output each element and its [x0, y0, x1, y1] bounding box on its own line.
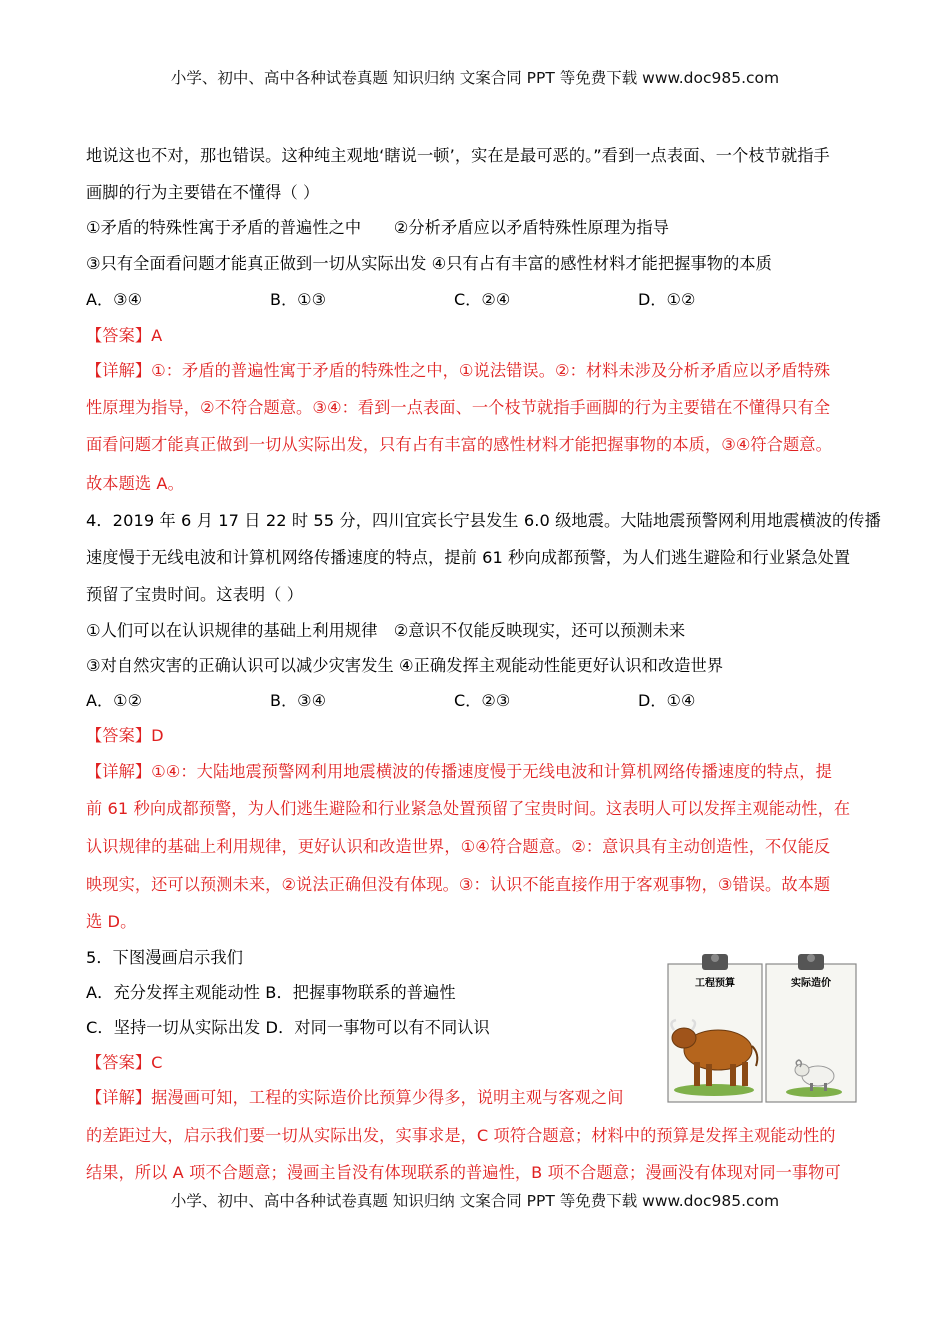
actual-label: 实际造价: [791, 978, 831, 989]
comic-illustration: [662, 950, 860, 1104]
q4-detail-line-4: 映现实，还可以预测未来，②说法正确但没有体现。③：认识不能直接作用于客观事物，③错误。故本题: [86, 875, 831, 894]
q5-detail-line-2: 的差距过大，启示我们要一切从实际出发，实事求是，C 项符合题意；材料中的预算是发挥主观能动性的: [86, 1126, 836, 1145]
q3-statement-2: ③只有全面看问题才能真正做到一切从实际出发 ④只有占有丰富的感性材料才能把握事物的本质: [86, 254, 772, 273]
q4-stem-line-1: 4．2019 年 6 月 17 日 22 时 55 分，四川宜宾长宁县发生 6.0 级地震。大陆地震预警网利用地震横波的传播: [86, 511, 881, 530]
q3-answer: 【答案】A: [86, 326, 163, 345]
q5-stem: 5．下图漫画启示我们: [86, 948, 243, 967]
q5-detail-line-3: 结果，所以 A 项不合题意；漫画主旨没有体现联系的普遍性，B 项不合题意；漫画没有体现对同一事物可: [86, 1163, 841, 1182]
q3-option-b: B．①③: [270, 290, 327, 309]
q4-stem-line-2: 速度慢于无线电波和计算机网络传播速度的特点，提前 61 秒向成都预警，为人们逃生避险和行业紧急处置: [86, 548, 851, 567]
q3-detail-line-1: 【详解】①：矛盾的普遍性寓于矛盾的特殊性之中，①说法错误。②：材料未涉及分析矛盾应以矛盾特殊: [86, 361, 831, 380]
q4-option-b: B．③④: [270, 691, 327, 710]
q4-detail-line-3: 认识规律的基础上利用规律，更好认识和改造世界，①④符合题意。②：意识具有主动创造性，不仅能反: [86, 837, 831, 856]
page-footer: 小学、初中、高中各种试卷真题 知识归纳 文案合同 PPT 等免费下载 www.doc985.com: [170, 1192, 780, 1210]
q5-detail-line-1: 【详解】据漫画可知，工程的实际造价比预算少得多，说明主观与客观之间: [86, 1088, 624, 1107]
q4-statement-2: ③对自然灾害的正确认识可以减少灾害发生 ④正确发挥主观能动性能更好认识和改造世界: [86, 656, 724, 675]
q3-option-d: D．①②: [638, 290, 696, 309]
q3-statement-1: ①矛盾的特殊性寓于矛盾的普遍性之中 ②分析矛盾应以矛盾特殊性原理为指导: [86, 218, 669, 237]
q3-detail-line-2: 性原理为指导，②不符合题意。③④：看到一点表面、一个枝节就指手画脚的行为主要错在不懂得只有全: [86, 398, 831, 417]
q4-detail-line-2: 前 61 秒向成都预警，为人们逃生避险和行业紧急处置预留了宝贵时间。这表明人可以发挥主观能动性，在: [86, 799, 851, 818]
q3-detail-line-3: 面看问题才能真正做到一切从实际出发，只有占有丰富的感性材料才能把握事物的本质，③④符合题意。: [86, 435, 832, 454]
q3-option-a: A．③④: [86, 290, 143, 309]
q4-option-a: A．①②: [86, 691, 143, 710]
q3-stem-line-1: 地说这也不对，那也错误。这种纯主观地‘瞎说一顿’，实在是最可恶的。”看到一点表面、一个枝节就指手: [86, 146, 830, 165]
q5-options-line-1: A．充分发挥主观能动性 B．把握事物联系的普遍性: [86, 983, 456, 1002]
q4-option-d: D．①④: [638, 691, 696, 710]
q4-option-c: C．②③: [454, 691, 511, 710]
page-header: 小学、初中、高中各种试卷真题 知识归纳 文案合同 PPT 等免费下载 www.doc985.com: [170, 69, 780, 87]
q3-detail-line-4: 故本题选 A。: [86, 474, 184, 493]
budget-label: 工程预算: [695, 978, 735, 989]
q4-detail-line-1: 【详解】①④：大陆地震预警网利用地震横波的传播速度慢于无线电波和计算机网络传播速度的特点，提: [86, 762, 832, 781]
q3-option-c: C．②④: [454, 290, 511, 309]
q4-detail-line-5: 选 D。: [86, 912, 137, 931]
q5-answer: 【答案】C: [86, 1053, 163, 1072]
q4-answer: 【答案】D: [86, 726, 164, 745]
q3-stem-line-2: 画脚的行为主要错在不懂得（ ）: [86, 183, 320, 202]
q4-statement-1: ①人们可以在认识规律的基础上利用规律 ②意识不仅能反映现实，还可以预测未来: [86, 621, 686, 640]
q4-stem-line-3: 预留了宝贵时间。这表明（ ）: [86, 585, 303, 604]
q5-options-line-2: C．坚持一切从实际出发 D．对同一事物可以有不同认识: [86, 1018, 490, 1037]
